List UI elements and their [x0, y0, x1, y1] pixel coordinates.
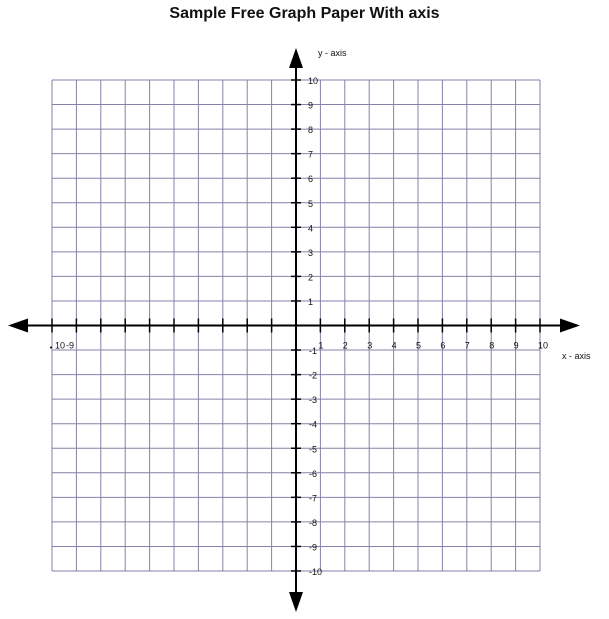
x-label-dot [50, 347, 52, 349]
y-tick-label: -10 [309, 567, 323, 577]
x-tick-label: 4 [391, 340, 397, 351]
y-tick-label: 5 [308, 198, 314, 209]
x-tick-label: 1 [318, 340, 324, 351]
y-tick-label: -7 [309, 493, 318, 504]
y-tick-label: 2 [308, 272, 314, 283]
y-tick-label: 7 [308, 149, 314, 160]
y-axis-up-arrow-icon [289, 48, 303, 68]
y-tick-label: -2 [309, 370, 318, 381]
y-tick-label: 9 [308, 100, 314, 111]
y-tick-label: -8 [309, 517, 318, 528]
x-tick-label: 5 [416, 340, 422, 351]
y-tick-label: -6 [309, 468, 318, 479]
x-axis-label: x - axis [562, 351, 591, 361]
y-tick-label: 10 [308, 76, 319, 86]
x-tick-label: 3 [367, 340, 373, 351]
y-tick-label: 1 [308, 296, 314, 307]
y-axis-down-arrow-icon [289, 592, 303, 612]
x-tick-label: 2 [342, 340, 348, 351]
y-tick-label: -3 [309, 395, 318, 406]
x-axis-left-arrow-icon [8, 319, 28, 333]
x-axis-right-arrow-icon [560, 319, 580, 333]
y-tick-label: 8 [308, 125, 314, 136]
y-tick-label: 4 [308, 223, 314, 234]
x-tick-label: 7 [464, 340, 470, 351]
y-axis-label: y - axis [318, 48, 347, 58]
y-tick-label: -9 [309, 542, 318, 553]
y-tick-label: 6 [308, 174, 314, 185]
x-tick-label: 10 [55, 340, 66, 351]
y-tick-label: -5 [309, 444, 318, 455]
y-tick-label: -1 [309, 346, 318, 357]
x-tick-label: 9 [513, 340, 519, 351]
axes [8, 48, 580, 612]
y-tick-label: 3 [308, 247, 314, 258]
x-tick-label: 10 [538, 340, 549, 351]
page-title: Sample Free Graph Paper With axis [169, 5, 440, 22]
y-tick-label: -4 [309, 419, 318, 430]
x-tick-label: 8 [489, 340, 495, 351]
x-tick-label: 6 [440, 340, 446, 351]
x-tick-label: -9 [66, 340, 75, 351]
